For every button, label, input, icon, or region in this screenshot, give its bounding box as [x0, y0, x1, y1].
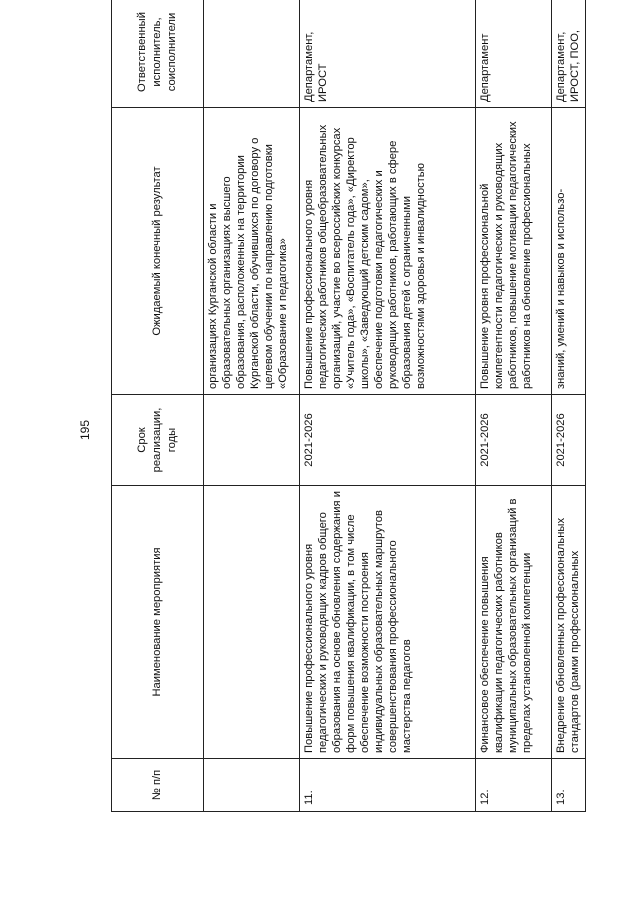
row-name — [204, 486, 300, 759]
header-period: Срок реализации, годы — [112, 395, 204, 486]
row-period: 2021-2026 — [300, 395, 476, 486]
row-responsible: Департамент, ИРОСТ, ПОО, — [552, 0, 586, 108]
header-responsible: Ответственный исполнитель, соисполнители — [112, 0, 204, 108]
row-num: 12. — [476, 759, 552, 812]
row-period: 2021-2026 — [476, 395, 552, 486]
row-responsible: Департамент, ИРОСТ — [300, 0, 476, 108]
row-period: 2021-2026 — [552, 395, 586, 486]
table-header-row — [112, 0, 204, 812]
table-row — [476, 0, 552, 812]
header-result: Ожидаемый конечный результат — [112, 108, 204, 395]
row-num: 11. — [300, 759, 476, 812]
row-responsible — [204, 0, 300, 108]
table-row — [204, 0, 300, 812]
measures-table — [111, 0, 586, 812]
header-num: № п/п — [112, 759, 204, 812]
row-responsible: Департамент — [476, 0, 552, 108]
row-result: организациях Курганской области и образовательных организациях высшего образования, расположенных на территории Курганской области, обучившихся по договору о целевом обучении по направлению подготовки «Образование и педагогика» — [204, 108, 300, 395]
row-result: Повышение профессионального уровня педагогических работников общеобразовательных организаций, участие во всероссийских конкурсах «Учитель года», «Воспитатель года», «Директор школы», «Заведующий детским садом», обеспечение подготовки педагогических и руководящих работников, работающих в сфере образования детей с ограниченными возможностями здоровья и инвалидностью — [300, 108, 476, 395]
table-row — [552, 0, 586, 812]
header-name: Наименование мероприятия — [112, 486, 204, 759]
row-name: Повышение профессионального уровня педагогических и руководящих кадров общего образования на основе обновления содержания и форм повышения квалификации, в том числе обеспечение возможности построения индивидуальных образовательных маршрутов совершенствования профессионального мастерства педагогов — [300, 486, 476, 759]
page-number: 195 — [78, 419, 92, 440]
row-num: 13. — [552, 759, 586, 812]
rotated-table-wrapper — [111, 12, 585, 812]
row-result: знаний, умений и навыков и использо- — [552, 108, 586, 395]
row-num — [204, 759, 300, 812]
row-period — [204, 395, 300, 486]
row-name: Внедрение обновленных профессиональных стандартов (рамки профессиональных — [552, 486, 586, 759]
row-name: Финансовое обеспечение повышения квалификации педагогических работников муниципальных образовательных организаций в пределах установленной компетенции — [476, 486, 552, 759]
table-row — [300, 0, 476, 812]
row-result: Повышение уровня профессиональной компетентности педагогических и руководящих работников, повышение мотивации педагогических работников на обновление профессиональных — [476, 108, 552, 395]
